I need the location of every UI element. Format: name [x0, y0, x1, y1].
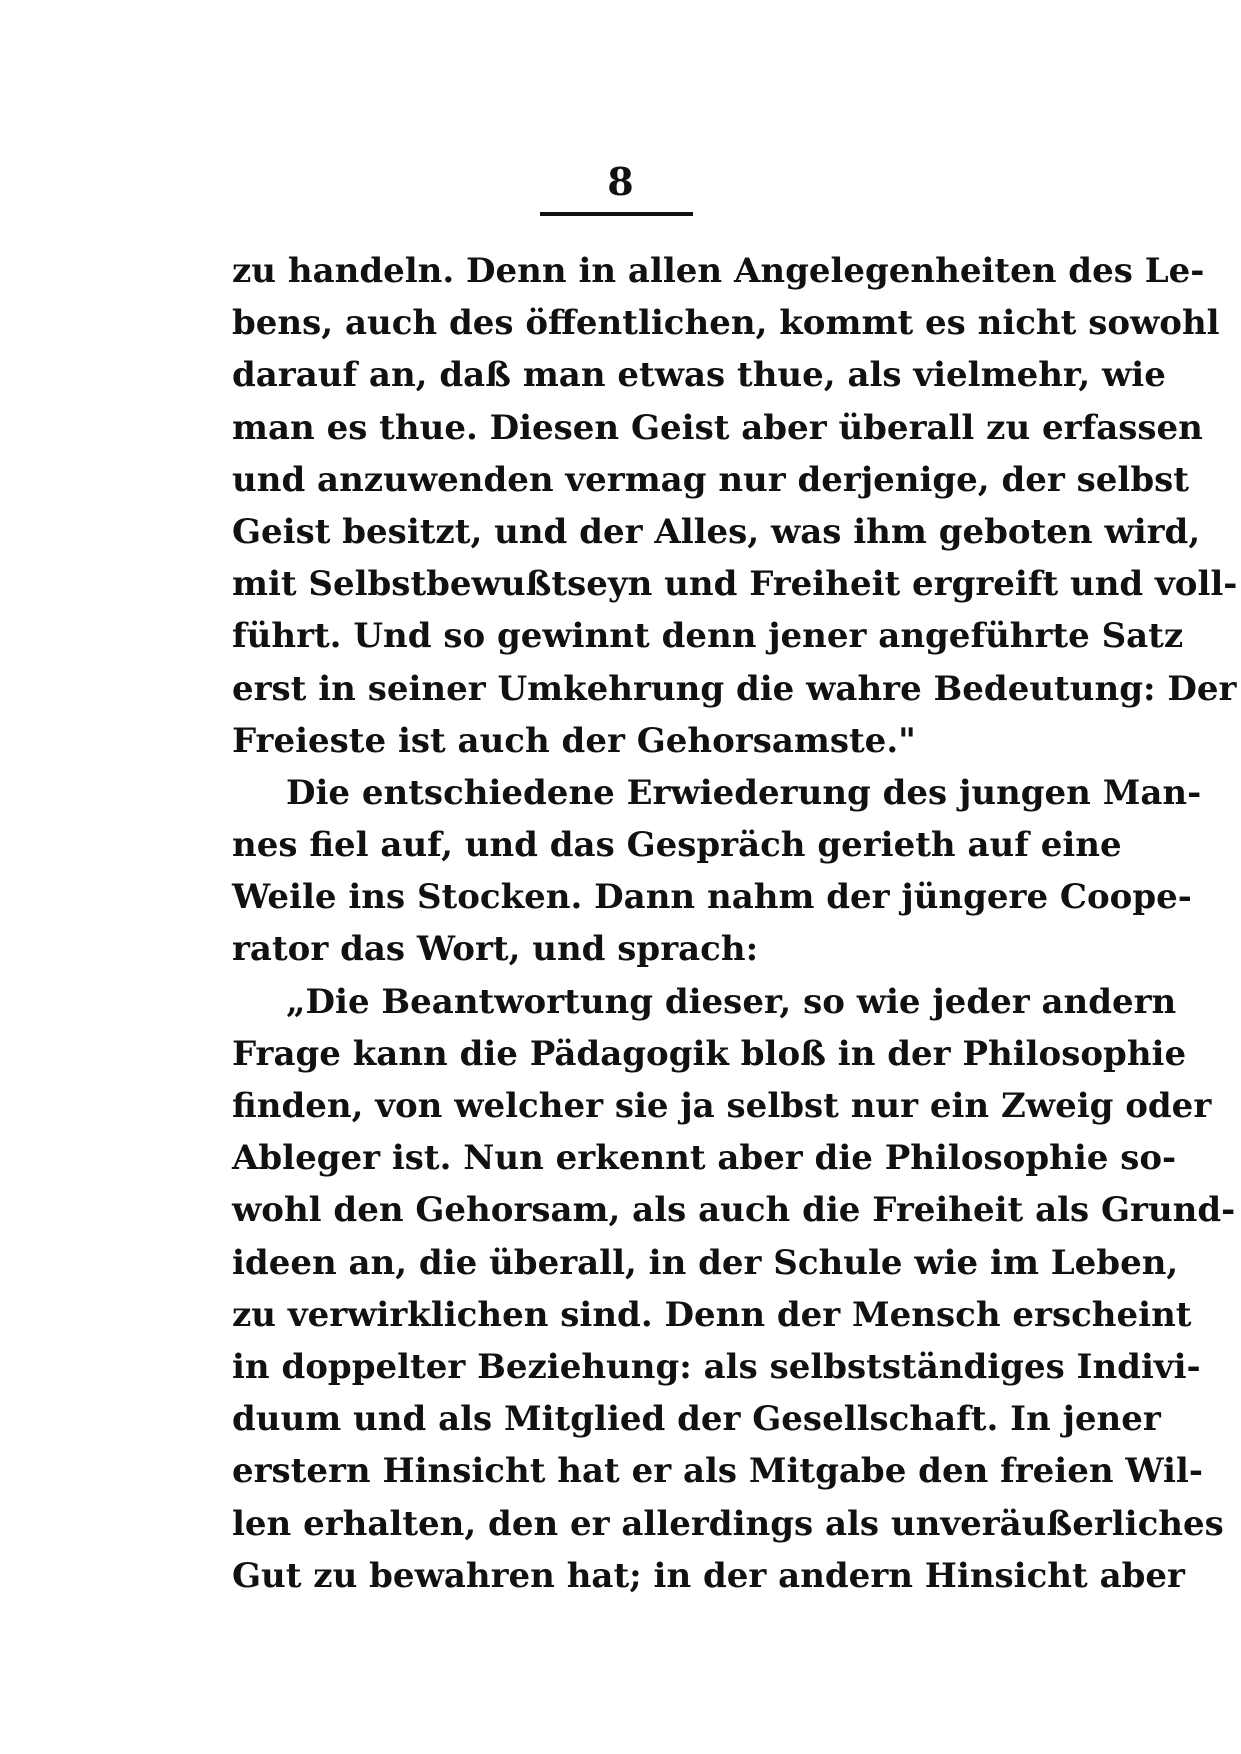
text-line: ideen an, die überall, in der Schule wie im Leben,: [232, 1242, 1179, 1283]
text-line: und anzuwenden vermag nur derjenige, der selbst: [232, 459, 1189, 500]
text-line: „Die Beantwortung dieser, so wie jeder andern: [286, 981, 1177, 1022]
text-line: darauf an, daß man etwas thue, als vielmehr, wie: [232, 355, 1166, 396]
text-line: zu verwirklichen sind. Denn der Mensch erscheint: [232, 1294, 1192, 1335]
text-line: bens, auch des öffentlichen, kommt es nicht sowohl: [232, 303, 1220, 344]
text-line: finden, von welcher sie ja selbst nur ein Zweig oder: [232, 1086, 1212, 1126]
text-line: man es thue. Diesen Geist aber überall zu erfassen: [232, 407, 1203, 448]
text-line: wohl den Gehorsam, als auch die Freiheit als Grund-: [232, 1190, 1236, 1231]
text-line: nes fiel auf, und das Gespräch gerieth auf eine: [232, 825, 1122, 866]
text-line: rator das Wort, und sprach:: [232, 929, 759, 970]
text-line: Gut zu bewahren hat; in der andern Hinsicht aber: [232, 1555, 1185, 1596]
text-line: len erhalten, den er allerdings als unveräußerliches: [232, 1503, 1224, 1544]
text-line: zu handeln. Denn in allen Angelegenheiten des Le-: [232, 251, 1205, 291]
text-line: duum und als Mitglied der Gesellschaft. In jener: [232, 1399, 1161, 1440]
text-line: Weile ins Stocken. Dann nahm der jüngere Coope-: [232, 877, 1192, 918]
text-line: erstern Hinsicht hat er als Mitgabe den freien Wil-: [232, 1451, 1203, 1492]
text-line: in doppelter Beziehung: als selbstständiges Indivi-: [232, 1346, 1201, 1387]
body-text: [232, 245, 1238, 1602]
text-line: erst in seiner Umkehrung die wahre Bedeutung: Der: [232, 668, 1237, 709]
page-number: 8: [607, 159, 634, 204]
text-line: Frage kann die Pädagogik bloß in der Philosophie: [232, 1033, 1187, 1074]
text-line: führt. Und so gewinnt denn jener angeführte Satz: [232, 616, 1184, 657]
text-line: Freieste ist auch der Gehorsamste.": [232, 720, 916, 761]
text-line: Geist besitzt, und der Alles, was ihm geboten wird,: [232, 511, 1201, 552]
text-line: Ableger ist. Nun erkennt aber die Philosophie so-: [232, 1138, 1177, 1179]
text-line: Die entschiedene Erwiederung des jungen Man-: [286, 772, 1202, 813]
text-line: mit Selbstbewußtseyn und Freiheit ergreift und voll-: [232, 564, 1238, 605]
header-rule: [540, 212, 693, 216]
